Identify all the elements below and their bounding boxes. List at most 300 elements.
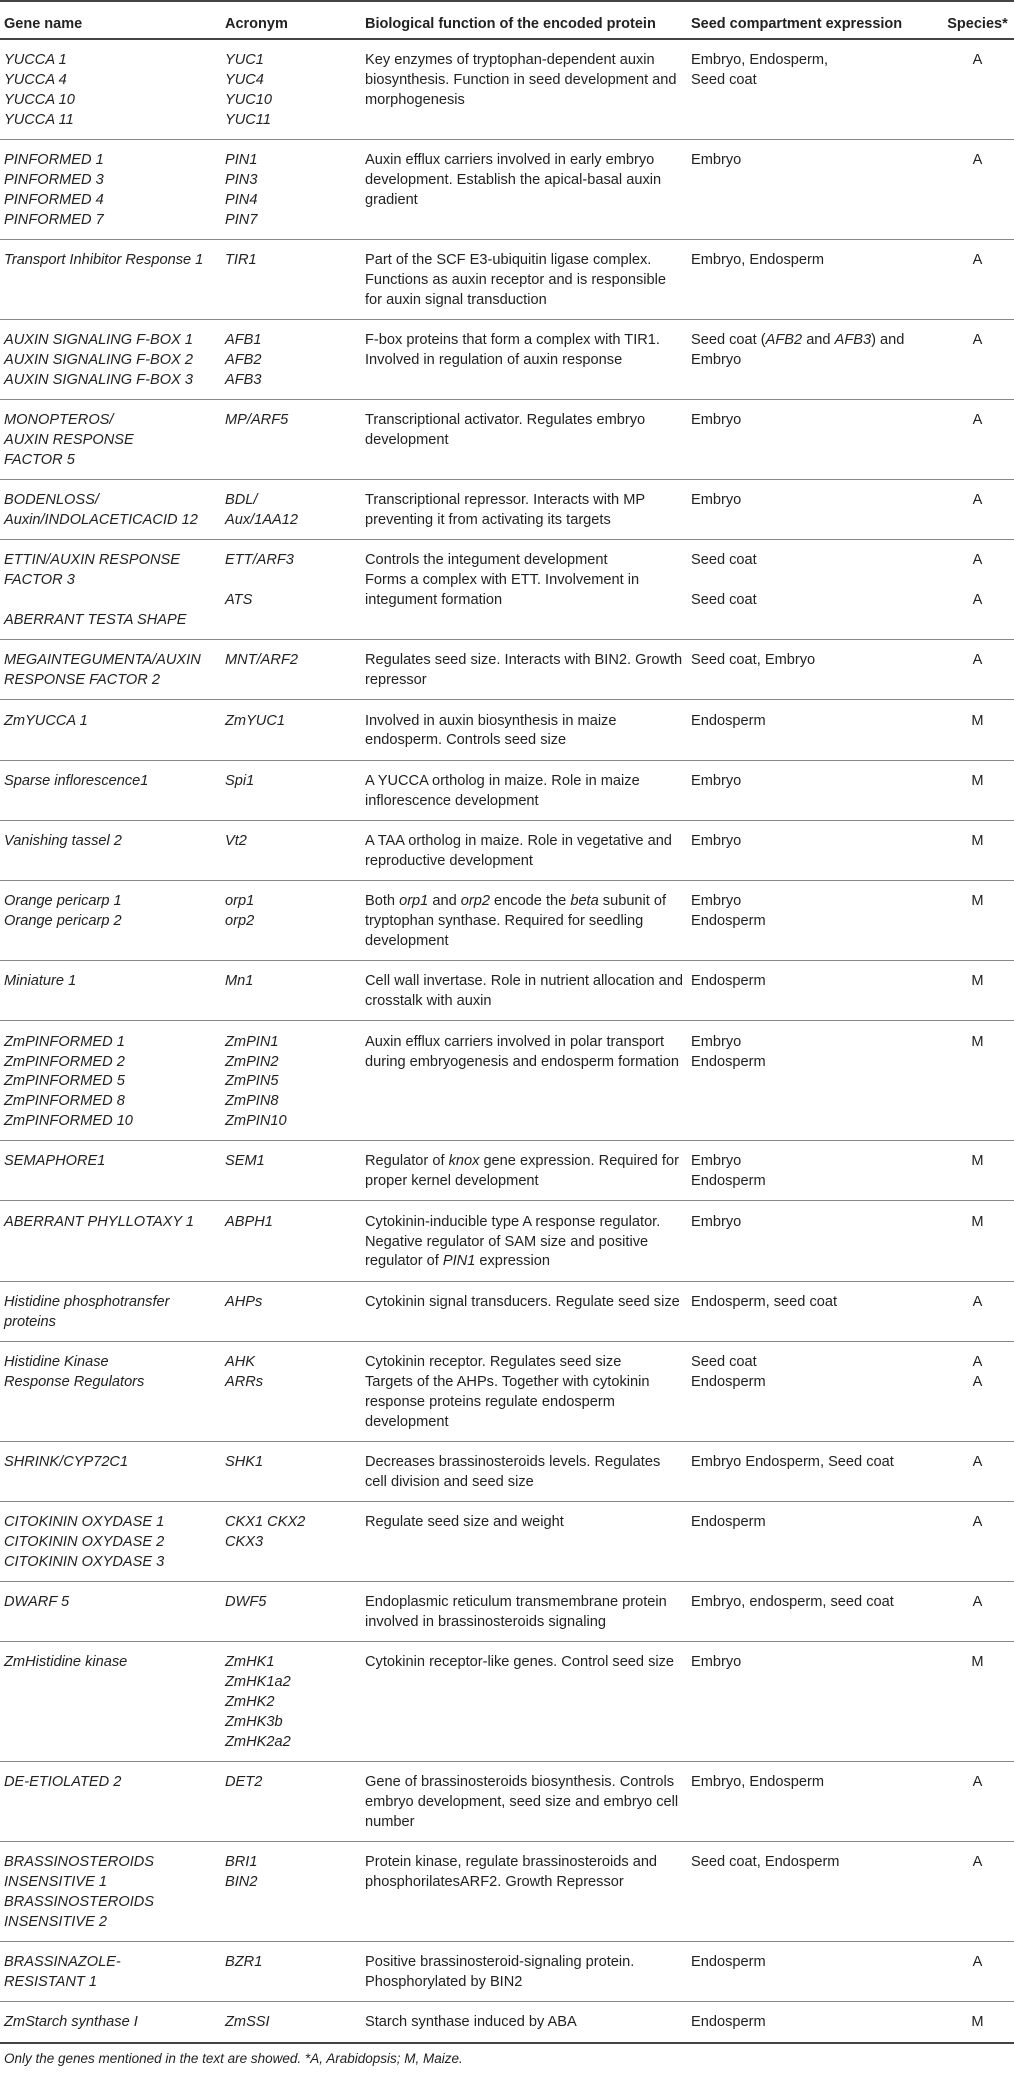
gene-name-cell bbox=[0, 1141, 221, 1201]
gene-name: ETTIN/AUXIN RESPONSE FACTOR 3 bbox=[4, 552, 180, 589]
species-code: M bbox=[971, 772, 984, 789]
header-expression: Seed compartment expression bbox=[687, 1, 941, 39]
text-segment: Endosperm bbox=[691, 712, 766, 729]
acronym: YUC10 bbox=[225, 91, 273, 108]
gene-name: DWARF 5 bbox=[4, 1594, 70, 1611]
text-segment: A YUCCA ortholog in maize. Role in maize inflorescence development bbox=[365, 772, 640, 809]
text-segment: AFB3 bbox=[834, 332, 872, 349]
gene-name: YUCCA 10 bbox=[4, 91, 75, 108]
acronym: ZmPIN1 bbox=[225, 1033, 279, 1050]
gene-name-cell bbox=[0, 39, 221, 139]
gene-name: AUXIN SIGNALING F-BOX 1 bbox=[4, 332, 193, 349]
text-segment: Regulates seed size. Interacts with BIN2. Growth repressor bbox=[365, 652, 683, 689]
species-cell bbox=[941, 881, 1014, 961]
species-cell bbox=[941, 1281, 1014, 1341]
text-segment: Controls the integument development bbox=[365, 552, 608, 569]
acronym: ZmPIN2 bbox=[225, 1053, 279, 1070]
species-code: A bbox=[972, 1373, 983, 1390]
acronym: YUC1 bbox=[225, 52, 264, 69]
function-text bbox=[365, 1953, 683, 1993]
species-cell bbox=[941, 319, 1014, 399]
acronym-cell bbox=[221, 1842, 361, 1942]
gene-name: CITOKININ OXYDASE 3 bbox=[4, 1553, 165, 1570]
acronym-cell bbox=[221, 540, 361, 640]
gene-name-cell bbox=[0, 480, 221, 540]
text-segment: Embryo Endosperm, Seed coat bbox=[691, 1453, 894, 1470]
acronym: MP/ARF5 bbox=[225, 412, 289, 429]
species-cell bbox=[941, 139, 1014, 239]
text-segment: Embryo bbox=[691, 833, 742, 850]
acronym: MNT/ARF2 bbox=[225, 652, 298, 669]
table-row bbox=[0, 139, 1014, 239]
gene-name: CITOKININ OXYDASE 2 bbox=[4, 1533, 165, 1550]
function-text bbox=[365, 491, 683, 531]
expression-cell bbox=[687, 1642, 941, 1762]
gene-name bbox=[4, 591, 217, 611]
gene-name: FACTOR 5 bbox=[4, 451, 75, 468]
species-code: A bbox=[972, 592, 983, 609]
text-segment: Part of the SCF E3-ubiquitin ligase complex. Functions as auxin receptor and is responsible for auxin signal transduction bbox=[365, 252, 666, 308]
species-cell bbox=[941, 239, 1014, 319]
species-cell bbox=[941, 1201, 1014, 1281]
table-row bbox=[0, 239, 1014, 319]
table-row bbox=[0, 1141, 1014, 1201]
text-segment: Auxin efflux carriers involved in early embryo development. Establish the apical-basal auxin gradient bbox=[365, 152, 662, 208]
gene-name: Histidine phosphotransfer proteins bbox=[4, 1293, 170, 1330]
acronym: AHK bbox=[225, 1353, 256, 1370]
expression-text bbox=[691, 551, 937, 571]
expression-text bbox=[691, 712, 937, 732]
species-code: M bbox=[971, 712, 984, 729]
acronym-cell bbox=[221, 1642, 361, 1762]
table-row bbox=[0, 2002, 1014, 2043]
gene-name-cell bbox=[0, 400, 221, 480]
function-text bbox=[365, 251, 683, 311]
acronym-cell bbox=[221, 1582, 361, 1642]
gene-name: ZmPINFORMED 1 bbox=[4, 1033, 125, 1050]
species-code: A bbox=[972, 1514, 983, 1531]
acronym-cell bbox=[221, 1201, 361, 1281]
header-row bbox=[0, 1, 1014, 39]
acronym: ZmSSI bbox=[225, 2014, 270, 2031]
text-segment: Embryo bbox=[691, 1033, 742, 1050]
text-segment: Seed coat ( bbox=[691, 332, 766, 349]
text-segment: Cytokinin receptor. Regulates seed size bbox=[365, 1353, 622, 1370]
acronym: ZmHK1 bbox=[225, 1654, 275, 1671]
text-segment: Seed coat, Endosperm bbox=[691, 1854, 840, 1871]
text-segment: Seed coat bbox=[691, 1353, 757, 1370]
expression-text bbox=[691, 1953, 937, 1973]
function-text bbox=[365, 1213, 683, 1273]
text-segment: Embryo bbox=[691, 1654, 742, 1671]
expression-text bbox=[691, 892, 937, 912]
species-code: A bbox=[972, 492, 983, 509]
acronym-cell bbox=[221, 480, 361, 540]
table-row bbox=[0, 640, 1014, 700]
acronym bbox=[225, 571, 357, 591]
acronym: DWF5 bbox=[225, 1594, 267, 1611]
expression-text bbox=[691, 71, 937, 91]
expression-cell bbox=[687, 1501, 941, 1581]
text-segment: Protein kinase, regulate brassinosteroids and phosphorilatesARF2. Growth Repressor bbox=[365, 1854, 658, 1891]
acronym: PIN3 bbox=[225, 171, 258, 188]
species-code: M bbox=[971, 1213, 984, 1230]
gene-name: Response Regulators bbox=[4, 1373, 145, 1390]
expression-cell bbox=[687, 700, 941, 760]
acronym: ABPH1 bbox=[225, 1213, 273, 1230]
gene-name-cell bbox=[0, 760, 221, 820]
species-code: A bbox=[972, 552, 983, 569]
function-cell bbox=[361, 820, 687, 880]
species-code: M bbox=[971, 1153, 984, 1170]
gene-name-cell bbox=[0, 1341, 221, 1441]
species-code: A bbox=[972, 252, 983, 269]
acronym: SEM1 bbox=[225, 1153, 265, 1170]
text-segment: PIN1 bbox=[442, 1253, 476, 1270]
text-segment: encode the bbox=[489, 893, 571, 910]
function-cell bbox=[361, 881, 687, 961]
species-code: A bbox=[972, 1954, 983, 1971]
acronym-cell bbox=[221, 820, 361, 880]
gene-name-cell bbox=[0, 1501, 221, 1581]
text-segment: Endosperm bbox=[691, 1053, 766, 1070]
gene-name-cell bbox=[0, 1281, 221, 1341]
function-text bbox=[365, 1773, 683, 1833]
gene-name: ABERRANT TESTA SHAPE bbox=[4, 612, 187, 629]
acronym: ZmHK1a2 bbox=[225, 1674, 291, 1691]
acronym: Spi1 bbox=[225, 772, 255, 789]
function-cell bbox=[361, 760, 687, 820]
expression-cell bbox=[687, 1582, 941, 1642]
text-segment: Gene of brassinosteroids biosynthesis. Controls embryo development, seed size and embryo cell number bbox=[365, 1774, 679, 1830]
function-text bbox=[365, 1513, 683, 1533]
species-cell bbox=[941, 961, 1014, 1021]
function-text bbox=[365, 1653, 683, 1673]
gene-name-cell bbox=[0, 1842, 221, 1942]
expression-text bbox=[691, 411, 937, 431]
expression-text bbox=[691, 651, 937, 671]
acronym: ZmYUC1 bbox=[225, 712, 285, 729]
expression-text bbox=[691, 331, 937, 371]
expression-cell bbox=[687, 480, 941, 540]
expression-text bbox=[691, 772, 937, 792]
text-segment: beta bbox=[570, 893, 599, 910]
acronym: AFB3 bbox=[225, 371, 262, 388]
table-row bbox=[0, 1501, 1014, 1581]
function-text bbox=[365, 1152, 683, 1192]
gene-name-cell bbox=[0, 239, 221, 319]
header-acronym: Acronym bbox=[221, 1, 361, 39]
text-segment: Cell wall invertase. Role in nutrient allocation and crosstalk with auxin bbox=[365, 973, 683, 1010]
acronym: TIR1 bbox=[225, 252, 257, 269]
text-segment: Embryo bbox=[691, 1213, 742, 1230]
species-cell bbox=[941, 1441, 1014, 1501]
acronym: DET2 bbox=[225, 1774, 263, 1791]
function-cell bbox=[361, 480, 687, 540]
gene-name: PINFORMED 3 bbox=[4, 171, 104, 188]
table-row bbox=[0, 1762, 1014, 1842]
species-code: A bbox=[972, 1353, 983, 1370]
text-segment: Seed coat, Embryo bbox=[691, 652, 816, 669]
acronym-cell bbox=[221, 881, 361, 961]
function-cell bbox=[361, 1501, 687, 1581]
function-text bbox=[365, 1033, 683, 1073]
table-row bbox=[0, 881, 1014, 961]
function-cell bbox=[361, 1762, 687, 1842]
header-gene-name: Gene name bbox=[0, 1, 221, 39]
expression-cell bbox=[687, 239, 941, 319]
species-cell bbox=[941, 760, 1014, 820]
expression-cell bbox=[687, 319, 941, 399]
gene-name: SEMAPHORE1 bbox=[4, 1153, 106, 1170]
expression-cell bbox=[687, 39, 941, 139]
function-cell bbox=[361, 1141, 687, 1201]
table-row bbox=[0, 540, 1014, 640]
function-text bbox=[365, 892, 683, 952]
table-row bbox=[0, 700, 1014, 760]
text-segment: Embryo, Endosperm, bbox=[691, 52, 829, 69]
gene-name: Orange pericarp 2 bbox=[4, 913, 122, 930]
acronym: YUC4 bbox=[225, 72, 264, 89]
gene-name: SHRINK/CYP72C1 bbox=[4, 1453, 129, 1470]
species-code: A bbox=[972, 652, 983, 669]
gene-name: ZmPINFORMED 8 bbox=[4, 1093, 125, 1110]
gene-name-cell bbox=[0, 1441, 221, 1501]
text-segment: Transcriptional repressor. Interacts with MP preventing it from activating its targets bbox=[365, 492, 645, 529]
expression-text bbox=[691, 491, 937, 511]
species-cell bbox=[941, 1141, 1014, 1201]
species-code: A bbox=[972, 1774, 983, 1791]
acronym: BRI1 bbox=[225, 1854, 258, 1871]
species-code: A bbox=[972, 1854, 983, 1871]
text-segment: Endosperm bbox=[691, 1954, 766, 1971]
text-segment: Embryo bbox=[691, 893, 742, 910]
acronym-cell bbox=[221, 400, 361, 480]
gene-name-cell bbox=[0, 820, 221, 880]
function-cell bbox=[361, 700, 687, 760]
species-code: M bbox=[971, 1033, 984, 1050]
species-cell bbox=[941, 1501, 1014, 1581]
species-code: A bbox=[972, 1293, 983, 1310]
acronym: ZmHK3b bbox=[225, 1713, 283, 1730]
species-code: A bbox=[972, 52, 983, 69]
expression-cell bbox=[687, 1441, 941, 1501]
text-segment: knox bbox=[448, 1153, 480, 1170]
gene-name: PINFORMED 4 bbox=[4, 191, 104, 208]
text-segment: Regulate seed size and weight bbox=[365, 1514, 564, 1531]
table-body bbox=[0, 39, 1014, 2043]
acronym: CKX1 CKX2 bbox=[225, 1514, 306, 1531]
table-footnote: Only the genes mentioned in the text are showed. *A, Arabidopsis; M, Maize. bbox=[4, 2050, 463, 2066]
acronym: orp2 bbox=[225, 913, 255, 930]
expression-text bbox=[691, 1513, 937, 1533]
acronym: ZmHK2a2 bbox=[225, 1733, 291, 1750]
gene-name: Transport Inhibitor Response 1 bbox=[4, 252, 204, 269]
table-row bbox=[0, 319, 1014, 399]
expression-text bbox=[691, 1653, 937, 1673]
function-text bbox=[365, 2013, 683, 2033]
text-segment: Endosperm, seed coat bbox=[691, 1293, 838, 1310]
acronym-cell bbox=[221, 1942, 361, 2002]
text-segment: Endosperm bbox=[691, 913, 766, 930]
table-row bbox=[0, 480, 1014, 540]
acronym: ARRs bbox=[225, 1373, 264, 1390]
species-cell bbox=[941, 1021, 1014, 1141]
expression-text bbox=[691, 1172, 937, 1192]
acronym: AFB2 bbox=[225, 351, 262, 368]
acronym: ZmPIN5 bbox=[225, 1073, 279, 1090]
expression-text bbox=[691, 1593, 937, 1613]
text-segment: Positive brassinosteroid-signaling protein. Phosphorylated by BIN2 bbox=[365, 1954, 635, 1991]
text-segment: Involved in auxin biosynthesis in maize endosperm. Controls seed size bbox=[365, 712, 617, 749]
table-row bbox=[0, 760, 1014, 820]
text-segment: Embryo bbox=[691, 492, 742, 509]
species-code: A bbox=[972, 1594, 983, 1611]
species-cell bbox=[941, 1762, 1014, 1842]
acronym-cell bbox=[221, 961, 361, 1021]
expression-text bbox=[691, 1853, 937, 1873]
table-row bbox=[0, 1942, 1014, 2002]
function-cell bbox=[361, 1642, 687, 1762]
text-segment: Both bbox=[365, 893, 400, 910]
species-cell bbox=[941, 540, 1014, 640]
gene-name: ZmYUCCA 1 bbox=[4, 712, 88, 729]
text-segment: Cytokinin-inducible type A response regulator. Negative regulator of SAM size and positive regulator of bbox=[365, 1213, 661, 1270]
gene-name: ZmPINFORMED 10 bbox=[4, 1113, 133, 1130]
gene-name-cell bbox=[0, 700, 221, 760]
text-segment: A TAA ortholog in maize. Role in vegetative and reproductive development bbox=[365, 833, 672, 869]
species-cell bbox=[941, 1642, 1014, 1762]
acronym: ZmPIN8 bbox=[225, 1093, 279, 1110]
gene-name-cell bbox=[0, 1942, 221, 2002]
table-row bbox=[0, 1281, 1014, 1341]
expression-cell bbox=[687, 1201, 941, 1281]
species-code: A bbox=[972, 412, 983, 429]
text-segment: ) and Embryo bbox=[691, 332, 905, 368]
text-segment: Embryo, endosperm, seed coat bbox=[691, 1594, 894, 1611]
gene-name: MONOPTEROS/ bbox=[4, 412, 114, 429]
gene-name: Histidine Kinase bbox=[4, 1353, 109, 1370]
function-text bbox=[365, 1853, 683, 1893]
gene-name: PINFORMED 1 bbox=[4, 152, 104, 169]
table-row bbox=[0, 400, 1014, 480]
acronym-cell bbox=[221, 39, 361, 139]
function-cell bbox=[361, 319, 687, 399]
species-code: A bbox=[972, 1453, 983, 1470]
acronym: SHK1 bbox=[225, 1453, 264, 1470]
expression-cell bbox=[687, 640, 941, 700]
gene-name: INSENSITIVE 2 bbox=[4, 1913, 107, 1930]
expression-text bbox=[691, 1293, 937, 1313]
text-segment: Seed coat bbox=[691, 592, 757, 609]
acronym: AHPs bbox=[225, 1293, 263, 1310]
expression-cell bbox=[687, 1341, 941, 1441]
text-segment: Endoplasmic reticulum transmembrane protein involved in brassinosteroids signaling bbox=[365, 1594, 667, 1631]
text-segment: Embryo bbox=[691, 1153, 742, 1170]
text-segment: Targets of the AHPs. Together with cytokinin response proteins regulate endosperm development bbox=[365, 1373, 650, 1430]
expression-text bbox=[691, 1152, 937, 1172]
function-text bbox=[365, 772, 683, 812]
species-cell bbox=[941, 1341, 1014, 1441]
gene-name: INSENSITIVE 1 bbox=[4, 1874, 107, 1891]
acronym-cell bbox=[221, 700, 361, 760]
gene-name: YUCCA 1 bbox=[4, 52, 67, 69]
text-segment: Endosperm bbox=[691, 973, 766, 990]
gene-name-cell bbox=[0, 1642, 221, 1762]
expression-cell bbox=[687, 1281, 941, 1341]
function-text bbox=[365, 1373, 683, 1433]
expression-text bbox=[691, 591, 937, 611]
function-text bbox=[365, 551, 683, 571]
gene-name-cell bbox=[0, 1762, 221, 1842]
expression-text bbox=[691, 1213, 937, 1233]
table-row bbox=[0, 1021, 1014, 1141]
table-row bbox=[0, 39, 1014, 139]
species-cell bbox=[941, 1582, 1014, 1642]
text-segment: Embryo, Endosperm bbox=[691, 252, 825, 269]
acronym-cell bbox=[221, 2002, 361, 2043]
text-segment: Embryo bbox=[691, 152, 742, 169]
acronym-cell bbox=[221, 1021, 361, 1141]
function-cell bbox=[361, 1441, 687, 1501]
expression-text bbox=[691, 1033, 937, 1053]
function-cell bbox=[361, 540, 687, 640]
expression-cell bbox=[687, 400, 941, 480]
text-segment: Decreases brassinosteroids levels. Regulates cell division and seed size bbox=[365, 1453, 661, 1490]
expression-text bbox=[691, 972, 937, 992]
table-row bbox=[0, 1582, 1014, 1642]
species-code: M bbox=[971, 833, 984, 850]
acronym-cell bbox=[221, 1441, 361, 1501]
function-cell bbox=[361, 239, 687, 319]
function-cell bbox=[361, 1582, 687, 1642]
table-row bbox=[0, 1201, 1014, 1281]
gene-name: AUXIN RESPONSE bbox=[4, 432, 134, 449]
species-cell bbox=[941, 1842, 1014, 1942]
acronym: ZmHK2 bbox=[225, 1694, 275, 1711]
gene-name: ZmPINFORMED 2 bbox=[4, 1053, 125, 1070]
function-text bbox=[365, 651, 683, 691]
expression-cell bbox=[687, 1141, 941, 1201]
text-segment: Endosperm bbox=[691, 1514, 766, 1531]
header-function: Biological function of the encoded protein bbox=[361, 1, 687, 39]
species-cell bbox=[941, 640, 1014, 700]
function-text bbox=[365, 151, 683, 211]
table-row bbox=[0, 1341, 1014, 1441]
gene-name: AUXIN SIGNALING F-BOX 3 bbox=[4, 371, 193, 388]
text-segment: Starch synthase induced by ABA bbox=[365, 2014, 577, 2031]
function-text bbox=[365, 712, 683, 752]
gene-name: Auxin/INDOLACETICACID 12 bbox=[4, 512, 198, 529]
acronym-cell bbox=[221, 1501, 361, 1581]
gene-name: Miniature 1 bbox=[4, 973, 77, 990]
species-cell bbox=[941, 39, 1014, 139]
acronym: PIN7 bbox=[225, 211, 258, 228]
expression-cell bbox=[687, 961, 941, 1021]
text-segment: F-box proteins that form a complex with TIR1. Involved in regulation of auxin response bbox=[365, 332, 660, 368]
function-cell bbox=[361, 640, 687, 700]
expression-text bbox=[691, 2013, 937, 2033]
expression-cell bbox=[687, 2002, 941, 2043]
expression-text bbox=[691, 1773, 937, 1793]
acronym-cell bbox=[221, 1281, 361, 1341]
text-segment: Regulator of bbox=[365, 1153, 449, 1170]
function-cell bbox=[361, 400, 687, 480]
acronym-cell bbox=[221, 1762, 361, 1842]
expression-text bbox=[691, 1373, 937, 1393]
text-segment: Transcriptional activator. Regulates embryo development bbox=[365, 412, 646, 449]
gene-name: BRASSINOSTEROIDS bbox=[4, 1854, 155, 1871]
